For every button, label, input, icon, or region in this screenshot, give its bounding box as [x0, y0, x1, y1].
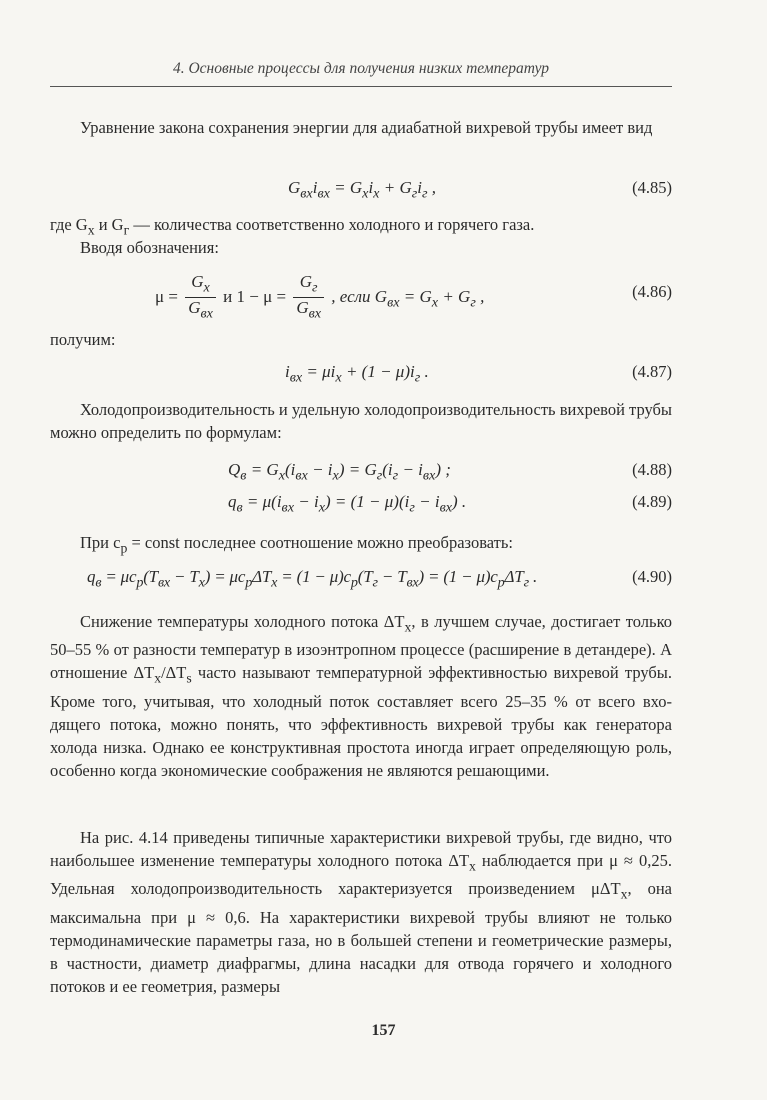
equation-4-86: [50, 272, 672, 328]
paragraph-refrigeration-capacity: Холодопроизводительность и удельную холодопроизводительность вихревой трубы можно определить по формулам:: [50, 400, 672, 442]
equation-expression: [155, 272, 484, 324]
equation-4-90: [50, 567, 672, 593]
equation-expression: $q_в = \mu c_p(T_{вх} - T_x) = \mu c_p\Delta T_x = (1 - \mu)c_p(T_г - T_{вх}) = (1 - \mu)c_p\Delta T_г$ .: [87, 567, 537, 591]
and-one-minus-mu: и 1 − μ =: [223, 286, 287, 306]
equation-expression: $Q_в = G_x(i_{вх} - i_x) = G_г(i_г - i_{вх})$ ;: [228, 460, 451, 484]
paragraph-cp-const: При $c_p$ = const последнее соотношение можно преобразовать:: [80, 533, 513, 556]
equation-expression: $G_{вх}i_{вх} = G_xi_x + G_гi_г$ ,: [288, 178, 437, 202]
equation-number: (4.87): [632, 362, 672, 381]
page-number: 157: [371, 1022, 396, 1039]
equation-number: (4.86): [632, 282, 672, 301]
equation-expression: $q_в = \mu(i_{вх} - i_x) = (1 - \mu)(i_г - i_{вх})$ .: [228, 492, 467, 516]
running-title: 4. Основные процессы для получения низких температур: [172, 60, 550, 77]
condition: , если $G_{вх} = G_x + G_г$ ,: [331, 286, 485, 311]
equation-number: (4.90): [632, 567, 672, 586]
fraction: $\frac{G_г}{G_{вх}}$: [293, 272, 324, 324]
equation-4-87: [50, 362, 672, 388]
equation-expression: $i_{вх} = \mu i_x + (1 - \mu)i_г$ .: [285, 362, 429, 386]
header-rule: [50, 86, 672, 87]
equation-4-85: [50, 178, 672, 204]
paragraph-characteristics: На рис. 4.14 приведены типичные характеристики вихревой трубы, где видно, что наибольшее изменение температуры холодного потока $\Delta T_x$ наблюдается при μ ≈ 0,25. Удельная холодопроизводительность характеризуется произведением μΔT$_x$, она максимальна при μ ≈ 0,6. На характеристики вихревой трубы влияют не только термодинамические параметры газа, но в большей степени и геометрические размеры, в частности, диаметр диафрагмы, длина насадки для отвода горячего и холодного потоков и ее геометрия, размеры: [50, 828, 672, 996]
equation-4-89: [50, 492, 672, 518]
paragraph-energy-equation: Уравнение закона сохранения энергии для адиабатной вихревой трубы имеет вид: [80, 118, 653, 137]
paragraph-obtain: получим:: [50, 330, 116, 349]
mu-symbol: μ =: [155, 286, 178, 306]
equation-number: (4.85): [632, 178, 672, 197]
equation-number: (4.89): [632, 492, 672, 511]
paragraph-where: где $G_x$ и $G_г$ — количества соответственно холодного и горячего газа.: [50, 215, 535, 238]
fraction: $\frac{G_x}{G_{вх}}$: [185, 272, 216, 324]
equation-4-88: [50, 460, 672, 486]
paragraph-notation: Вводя обозначения:: [80, 238, 219, 257]
equation-number: (4.88): [632, 460, 672, 479]
paragraph-temperature-drop: Снижение температуры холодного потока $\Delta T_x$, в лучшем случае, достигает только 50–55 % от разности температур в изоэнтропном процессе (расширение в детандере). А отношение $\Delta T_x/\Delta T_s$ часто называют температурной эффективностью вихревой трубы. Кроме того, учитывая, что холодный поток составляет всего 25–35 % от всего входящего потока, можно понять, что эффективность вихревой трубы как генератора холода низка. Однако ее конструктивная простота иногда играет определяющую роль, особенно когда экономические соображения не являются решающими.: [50, 612, 672, 780]
